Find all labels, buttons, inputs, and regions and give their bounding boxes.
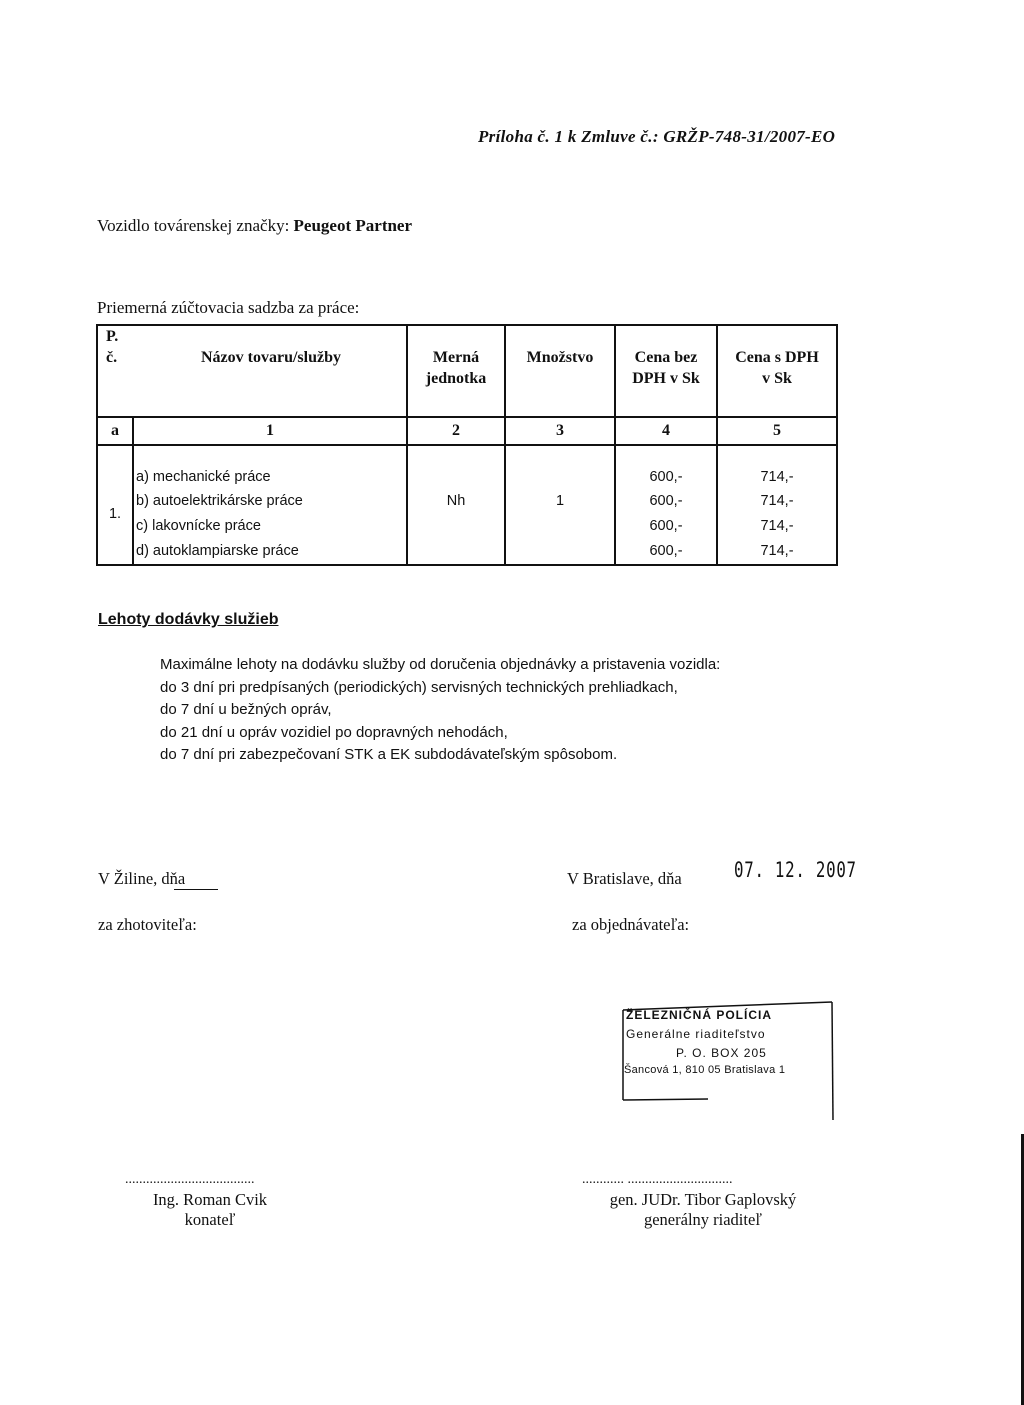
price-ex-a: 600,- (649, 469, 683, 485)
delivery-terms (160, 654, 720, 767)
price-ex-b: 600,- (649, 493, 683, 509)
stamp-line-1: ŽELEZNIČNÁ POLÍCIA (626, 1008, 772, 1022)
index-4: 4 (662, 422, 670, 439)
right-signature-dots: ............ .............................. (582, 1172, 733, 1187)
vehicle-brand: Peugeot Partner (293, 216, 413, 235)
price-inc-b: 714,- (760, 493, 794, 509)
left-signer-title: konateľ (184, 1210, 236, 1229)
header-no (106, 326, 132, 368)
row-number: 1. (108, 506, 122, 522)
index-2: 2 (452, 422, 460, 439)
price-inc-c: 714,- (760, 518, 794, 534)
stamp-line-3: P. O. BOX 205 (676, 1046, 767, 1060)
left-signer-name: Ing. Roman Cvik (152, 1190, 268, 1209)
vehicle-line (97, 216, 412, 236)
delivery-title: Lehoty dodávky služieb (98, 611, 279, 628)
official-stamp (620, 1000, 834, 1122)
left-place: V Žiline, dňa (98, 869, 186, 888)
right-signer-block (568, 1190, 838, 1230)
terms-line-common: do 7 dní u bežných opráv, (160, 701, 332, 719)
handwritten-date: 07. 12. 2007 (734, 858, 857, 882)
stamp-line-2: Generálne riaditeľstvo (626, 1027, 766, 1041)
price-ex-c: 600,- (649, 518, 683, 534)
header-qty: Množstvo (526, 349, 594, 366)
header-price-ex (616, 347, 716, 389)
index-1: 1 (266, 422, 274, 439)
item-name-a: a) mechanické práce (136, 469, 271, 485)
header-price-ex-line1: Cena bez (634, 349, 698, 366)
rate-label: Priemerná zúčtovacia sadzba za práce: (97, 298, 360, 317)
header-no-line2: č. (106, 349, 118, 366)
vehicle-label: Vozidlo továrenskej značky: (97, 216, 294, 235)
terms-line-intro: Maximálne lehoty na dodávku služby od doručenia objednávky a pristavenia vozidla: (160, 656, 721, 673)
left-signature-dots: ..................................... (125, 1172, 255, 1187)
item-name-c: c) lakovnícke práce (136, 518, 261, 534)
right-signer-name: gen. JUDr. Tibor Gaplovský (609, 1190, 797, 1209)
header-divider (96, 416, 838, 418)
right-place: V Bratislave, dňa (567, 869, 682, 888)
price-inc-a: 714,- (760, 469, 794, 485)
table-border-bottom (96, 564, 838, 566)
header-price-inc-line1: Cena s DPH (735, 349, 819, 366)
terms-line-accident: do 21 dní u opráv vozidiel po dopravných nehodách, (160, 723, 508, 741)
index-3: 3 (556, 422, 564, 439)
terms-line-stk: do 7 dní pri zabezpečovaní STK a EK subdodávateľským spôsobom. (160, 746, 618, 764)
stamp-line-4: Šancová 1, 810 05 Bratislava 1 (624, 1064, 786, 1076)
index-5: 5 (773, 422, 781, 439)
header-unit (408, 347, 504, 389)
header-unit-line1: Merná (432, 349, 480, 366)
item-name-b: b) autoelektrikárske práce (136, 493, 303, 509)
terms-line-inspection: do 3 dní pri predpísaných (periodických) servisných technických prehliadkach, (160, 678, 678, 696)
left-signer-block (110, 1190, 310, 1230)
header-name: Názov tovaru/služby (201, 349, 341, 366)
price-table (96, 324, 838, 566)
item-name-d: d) autoklampiarske práce (136, 543, 299, 559)
qty-value: 1 (555, 493, 565, 509)
header-price-ex-line2: DPH v Sk (632, 370, 700, 387)
left-place-line (174, 889, 218, 890)
right-role: za objednávateľa: (572, 915, 690, 934)
table-border-top (96, 324, 838, 326)
unit-value: Nh (446, 493, 466, 509)
header-price-inc-line2: v Sk (762, 370, 792, 387)
left-role: za zhotoviteľa: (98, 915, 197, 934)
index-divider (96, 444, 838, 446)
attachment-reference: Príloha č. 1 k Zmluve č.: GRŽP-748-31/2007-EO (478, 127, 836, 146)
index-a: a (111, 422, 119, 439)
right-signer-title: generálny riaditeľ (643, 1210, 763, 1229)
header-unit-line2: jednotka (425, 370, 487, 387)
price-inc-d: 714,- (760, 543, 794, 559)
header-price-inc (718, 347, 836, 389)
header-no-line1: P. (106, 328, 119, 345)
price-ex-d: 600,- (649, 543, 683, 559)
